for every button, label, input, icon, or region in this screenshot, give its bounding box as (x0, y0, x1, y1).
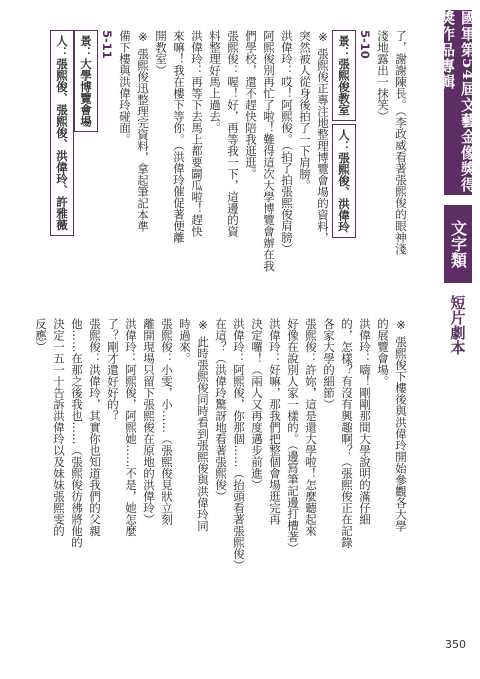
script-line: ※ 張熙俊迅整理完資料，拿起筆記本準 (136, 30, 150, 232)
script-line: 他……在那之後我也……（張熙俊彷彿將他的 (70, 318, 84, 548)
scene-location: 景：大學博覽會場 (74, 30, 98, 132)
script-line: 張熙俊：洪偉玲，其實你也知道我們的父親 (88, 318, 102, 537)
script-line: 張熙俊：喔！好，再等我一下，這邊的資 (226, 30, 240, 237)
script-line: 突然被人從身後拍了一下肩膀。 (298, 30, 312, 191)
scene-number: 5-10 (358, 30, 372, 59)
script-line: 張熙俊：許妳，這是還大學啦！怎麼聽起來 (304, 318, 318, 537)
scene-number: 5-11 (100, 30, 114, 59)
script-line: 洪偉玲：阿熙俊，你那個……（抬頭看著張熙俊） (232, 318, 246, 571)
script-line: 張熙俊：小雯，小……（張熙俊見狀立刻 (160, 318, 174, 525)
scene-location: 景：張熙俊教室 (332, 30, 356, 121)
script-line: 決定一五一十告訴洪偉玲以及妹妹張熙雯的 (52, 318, 66, 537)
script-line: 的展覽會場。 (376, 318, 390, 387)
script-line: 時過來。 (178, 318, 192, 364)
script-line: 洪偉玲：好嘛，那我們把整個會場逛完再 (268, 318, 282, 525)
scene-characters: 人：張熙俊、張熙俊、洪偉玲、許雅薇 (50, 30, 74, 236)
category-tag: 文字類 (444, 205, 472, 283)
page-header (420, 0, 480, 679)
script-line: 洪偉玲：阿熙俊，阿熙她……不是，她怎麼 (124, 318, 138, 537)
script-line: 來嘛！我在樓下等你。（洪偉玲催促著便離 (172, 30, 186, 243)
script-line: 料整理好馬上過去。 (208, 30, 222, 134)
script-line: 的，怎樣？有沒有興趣啊？（張熙俊正在記錄 (340, 318, 354, 548)
script-line: 反應） (34, 318, 48, 353)
publication-title: 國軍第54屆文藝金像獎得獎作品專輯 (444, 10, 472, 195)
script-line: ※ 此時張熙俊同時看到張熙俊與洪偉玲同 (196, 318, 210, 532)
scene-characters: 人：張熙俊、洪偉玲 (332, 124, 356, 238)
script-line: 備下樓與洪偉玲碰面。 (118, 30, 132, 145)
script-line: 好像在說別人家一樣的。（邊寫筆記邊打槽著） (286, 318, 300, 554)
script-line: 們學校，還不趕快陪我逛逛。 (244, 30, 258, 180)
script-line: 決定囉！（兩人又再度邁步前進） (250, 318, 264, 491)
script-line: 洪偉玲：嗨！剛剛那間大學說明的滿仔細 (358, 318, 372, 525)
script-line: 了？剛才還好好的？ (106, 318, 120, 422)
script-line: 開教室） (154, 30, 168, 76)
script-line: 在這？（洪偉玲驚訝地看著張熙俊） (214, 318, 228, 502)
script-line: 了，謝謝陳長。（李政威看著張熙俊的眼神淺 (394, 30, 408, 255)
script-line: 阿熙俊別再忙了啦！難得這次大學博覽會辦在我 (262, 30, 276, 272)
script-line: 各家大學的細節） (322, 318, 336, 410)
script-line: 洪偉玲：哎！阿熙俊。（拍了拍張熙俊肩膀） (280, 30, 294, 255)
script-line: ※ 張熙俊正專注地整理博覽會場的資料， (316, 30, 330, 244)
script-line: ※ 張熙俊下樓後與洪偉玲開始參觀各大學 (394, 318, 408, 532)
subcategory-label: 短片劇本 (448, 295, 467, 355)
page-number: 350 (445, 638, 466, 651)
script-text-bottom (34, 318, 410, 668)
script-text-top (40, 30, 410, 315)
script-line: 洪偉玲：再等下去馬上都要闢瓜啦！趕快 (190, 30, 204, 237)
script-line: 離開現場只留下張熙俊在原地的洪偉玲） (142, 318, 156, 525)
script-line: 淺地露出一抹笑） (376, 30, 390, 122)
